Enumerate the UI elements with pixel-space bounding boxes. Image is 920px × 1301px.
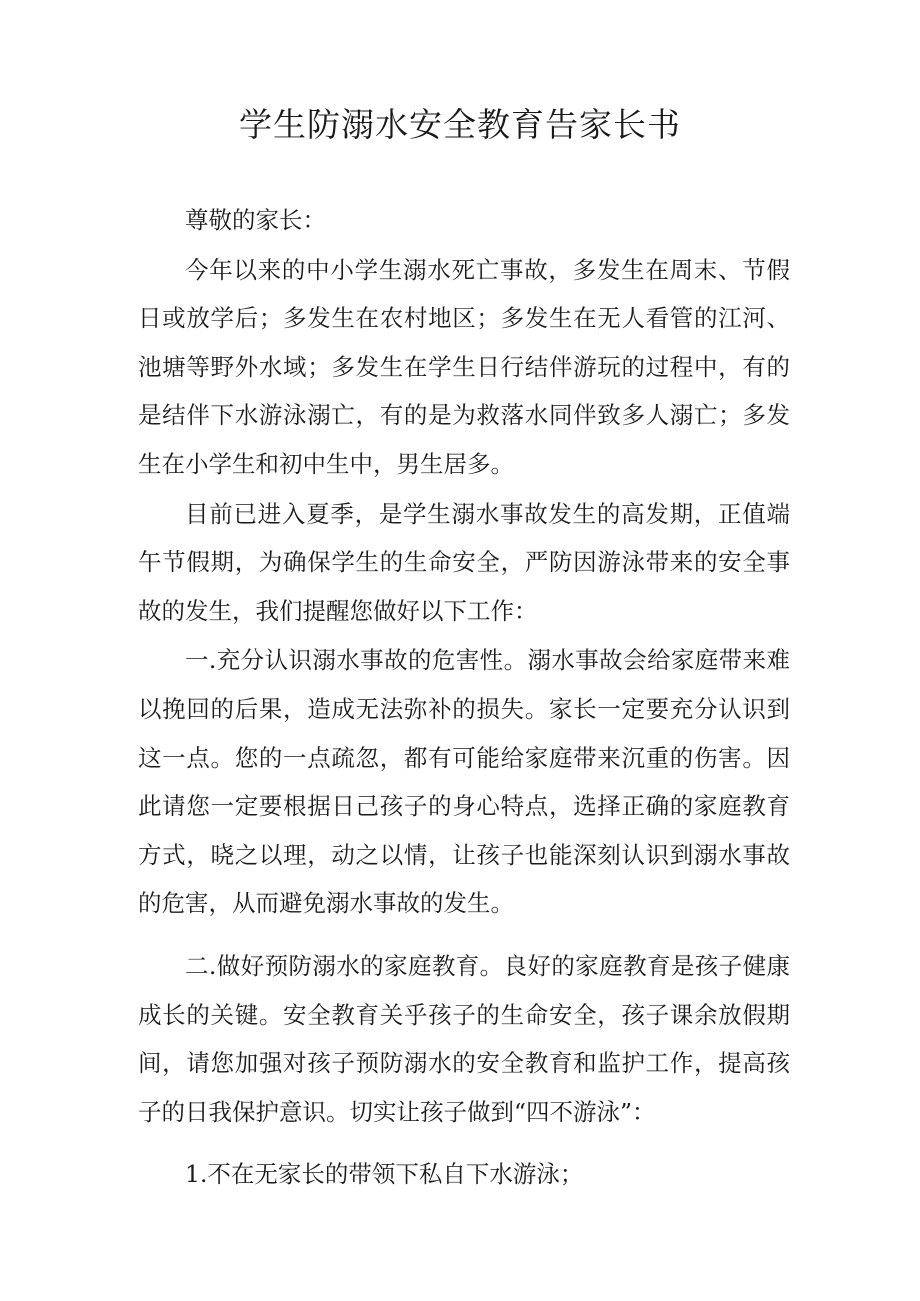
document-title: 学生防溺水安全教育告家长书 — [239, 105, 681, 144]
paragraph-accident-stats: 今年以来的中小学生溺水死亡事故，多发生在周末、节假日或放学后；多发生在农村地区；多发生在无人看管的江河、池塘等野外水域；多发生在学生日行结伴游玩的过程中，有的是结伴下水游泳溺亡，有的是为救落水同伴致多人溺亡；多发生在小学生和初中生中，男生居多。 — [138, 255, 790, 478]
salutation: 尊敬的家长： — [185, 206, 326, 234]
paragraph-point-two: 二.做好预防溺水的家庭教育。良好的家庭教育是孩子健康成长的关键。安全教育关乎孩子的生命安全，孩子课余放假期间，请您加强对孩子预防溺水的安全教育和监护工作，提高孩子的日我保护意识。切实让孩子做到“四不游泳”： — [138, 951, 790, 1126]
paragraph-point-one: 一.充分认识溺水事故的危害性。溺水事故会给家庭带来难以挽回的后果，造成无法弥补的损失。家长一定要充分认识到这一点。您的一点疏忽，都有可能给家庭带来沉重的伤害。因此请您一定要根据日己孩子的身心特点，选择正确的家庭教育方式，晓之以理，动之以情，让孩子也能深刻认识到溺水事故的危害，从而避免溺水事故的发生。 — [138, 646, 790, 918]
list-item-rule-one: 1.不在无家长的带领下私自下水游泳； — [185, 1160, 584, 1189]
document-body — [138, 196, 790, 1199]
paragraph-summer-reminder: 目前已进入夏季，是学生溺水事故发生的高发期，正值端午节假期，为确保学生的生命安全，严防因游泳带来的安全事故的发生，我们提醒您做好以下工作： — [138, 499, 790, 625]
